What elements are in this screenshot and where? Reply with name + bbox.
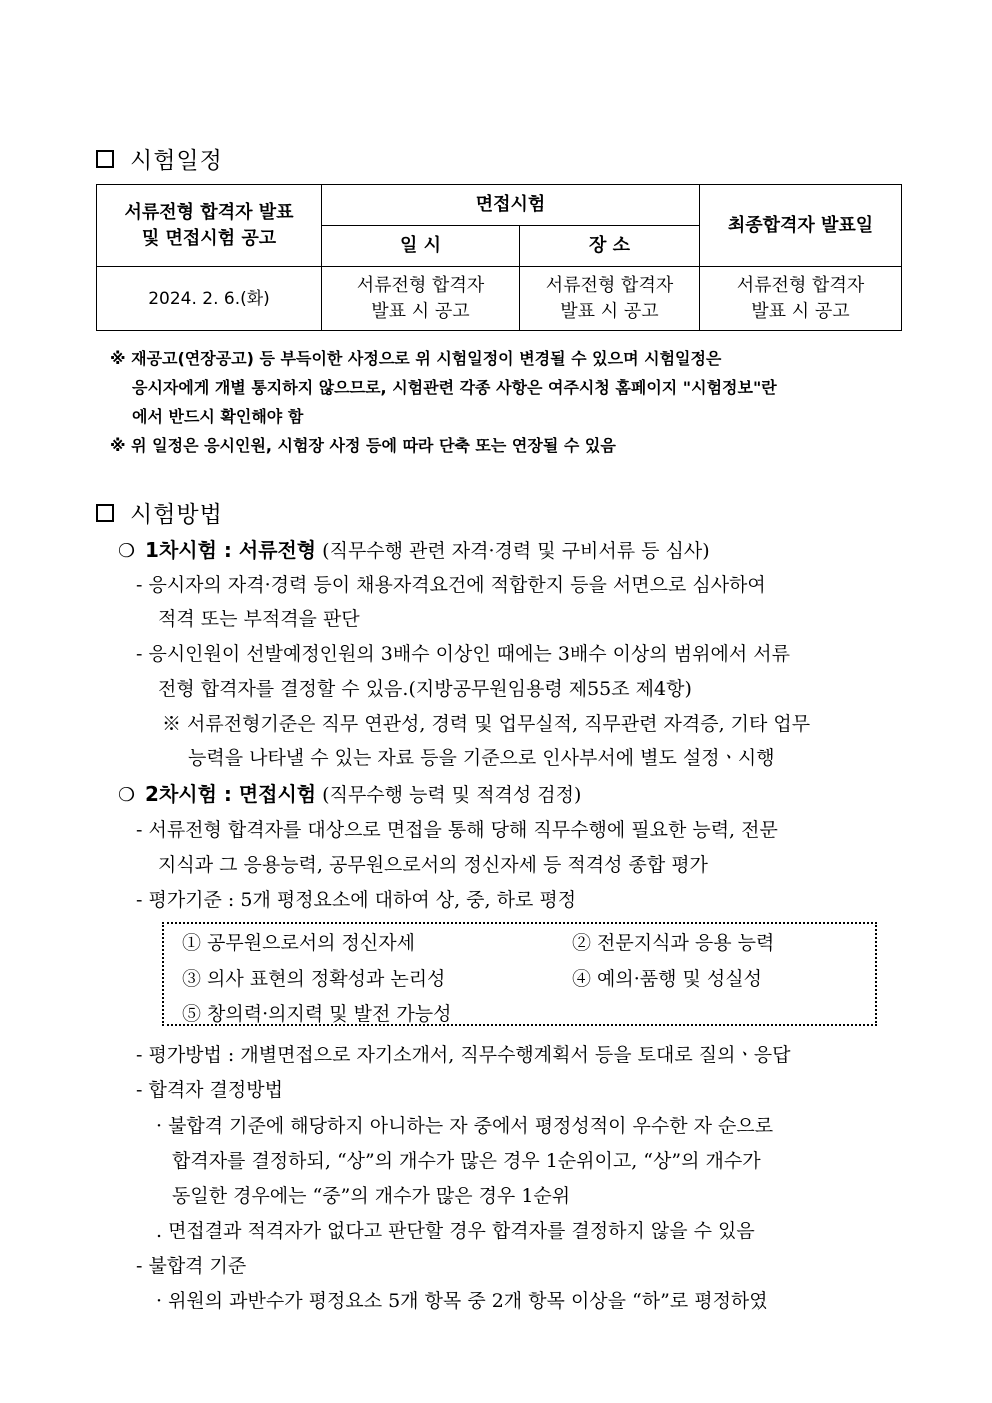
criteria-box [162,922,877,1026]
text-line: - 응시자의 자격·경력 등이 채용자격요건에 적합한지 등을 서면으로 심사하여 [136,574,766,596]
cell-final: 서류전형 합격자 발표 시 공고 [700,267,902,331]
text-line: . 면접결과 적격자가 없다고 판단할 경우 합격자를 결정하지 않을 수 있음 [156,1220,755,1242]
text-line: - 서류전형 합격자를 대상으로 면접을 통해 당해 직무수행에 필요한 능력, 전문 [136,819,778,841]
note-line: ※ 위 일정은 응시인원, 시험장 사정 등에 따라 단축 또는 연장될 수 있음 [110,436,616,455]
text-line: - 평가기준 : 5개 평정요소에 대하여 상, 중, 하로 평정 [136,889,577,911]
text-line: - 응시인원이 선발예정인원의 3배수 이상인 때에는 3배수 이상의 범위에서 서류 [136,643,790,665]
circle-bullet-icon: ❍ [118,540,136,562]
note-line: 응시자에게 개별 통지하지 않으므로, 시험관련 각종 사항은 여주시청 홈페이지 "시험정보"란 [132,378,777,397]
text-line: · 위원의 과반수가 평정요소 5개 항목 중 2개 항목 이상을 “하”로 평정하였 [156,1290,768,1312]
header-announce: 서류전형 합격자 발표 및 면접시험 공고 [97,185,322,267]
header-time: 일 시 [322,226,520,267]
criteria-item: ⑤ 창의력·의지력 및 발전 가능성 [182,1003,452,1025]
text-line: ※ 서류전형기준은 직무 연관성, 경력 및 업무실적, 직무관련 자격증, 기타 업무 [162,713,811,735]
text-line: - 합격자 결정방법 [136,1079,283,1101]
text-line: 전형 합격자를 결정할 수 있음.(지방공무원임용령 제55조 제4항) [158,678,692,700]
circle-bullet-icon: ❍ [118,784,136,806]
header-final: 최종합격자 발표일 [700,185,902,267]
criteria-item: ② 전문지식과 응용 능력 [572,932,775,954]
checkbox-icon [96,504,114,522]
header-interview: 면접시험 [322,185,700,226]
second-exam-heading: ❍ 2차시험 : 면접시험 (직무수행 능력 및 적격성 검정) [118,782,582,806]
schedule-table [96,184,902,331]
text-line: · 불합격 기준에 해당하지 아니하는 자 중에서 평정성적이 우수한 자 순으로 [156,1115,774,1137]
text-line: - 평가방법 : 개별면접으로 자기소개서, 직무수행계획서 등을 토대로 질의ㆍ응답 [136,1044,791,1066]
checkbox-icon [96,150,114,168]
cell-time: 서류전형 합격자 발표 시 공고 [322,267,520,331]
criteria-item: ③ 의사 표현의 정확성과 논리성 [182,968,446,990]
first-exam-heading: ❍ 1차시험 : 서류전형 (직무수행 관련 자격·경력 및 구비서류 등 심사) [118,538,710,562]
text-line: 적격 또는 부적격을 판단 [158,608,360,630]
section-title: 시험일정 [130,148,223,174]
text-line: 능력을 나타낼 수 있는 자료 등을 기준으로 인사부서에 별도 설정ㆍ시행 [188,747,775,769]
note-line: ※ 재공고(연장공고) 등 부득이한 사정으로 위 시험일정이 변경될 수 있으며 시험일정은 [110,349,722,368]
criteria-item: ① 공무원으로서의 정신자세 [182,932,415,954]
cell-date: 2024. 2. 6.(화) [97,267,322,331]
text-line: 동일한 경우에는 “중”의 개수가 많은 경우 1순위 [172,1185,571,1207]
schedule-notes [110,344,910,460]
section-title: 시험방법 [130,502,223,528]
text-line: 지식과 그 응용능력, 공무원으로서의 정신자세 등 적격성 종합 평가 [158,854,708,876]
text-line: 합격자를 결정하되, “상”의 개수가 많은 경우 1순위이고, “상”의 개수가 [172,1150,761,1172]
cell-place: 서류전형 합격자 발표 시 공고 [520,267,700,331]
method-section-heading [96,496,223,529]
note-line: 에서 반드시 확인해야 함 [132,407,304,426]
text-line: - 불합격 기준 [136,1255,247,1277]
header-place: 장 소 [520,226,700,267]
schedule-section-heading [96,142,223,175]
criteria-item: ④ 예의·품행 및 성실성 [572,968,762,990]
